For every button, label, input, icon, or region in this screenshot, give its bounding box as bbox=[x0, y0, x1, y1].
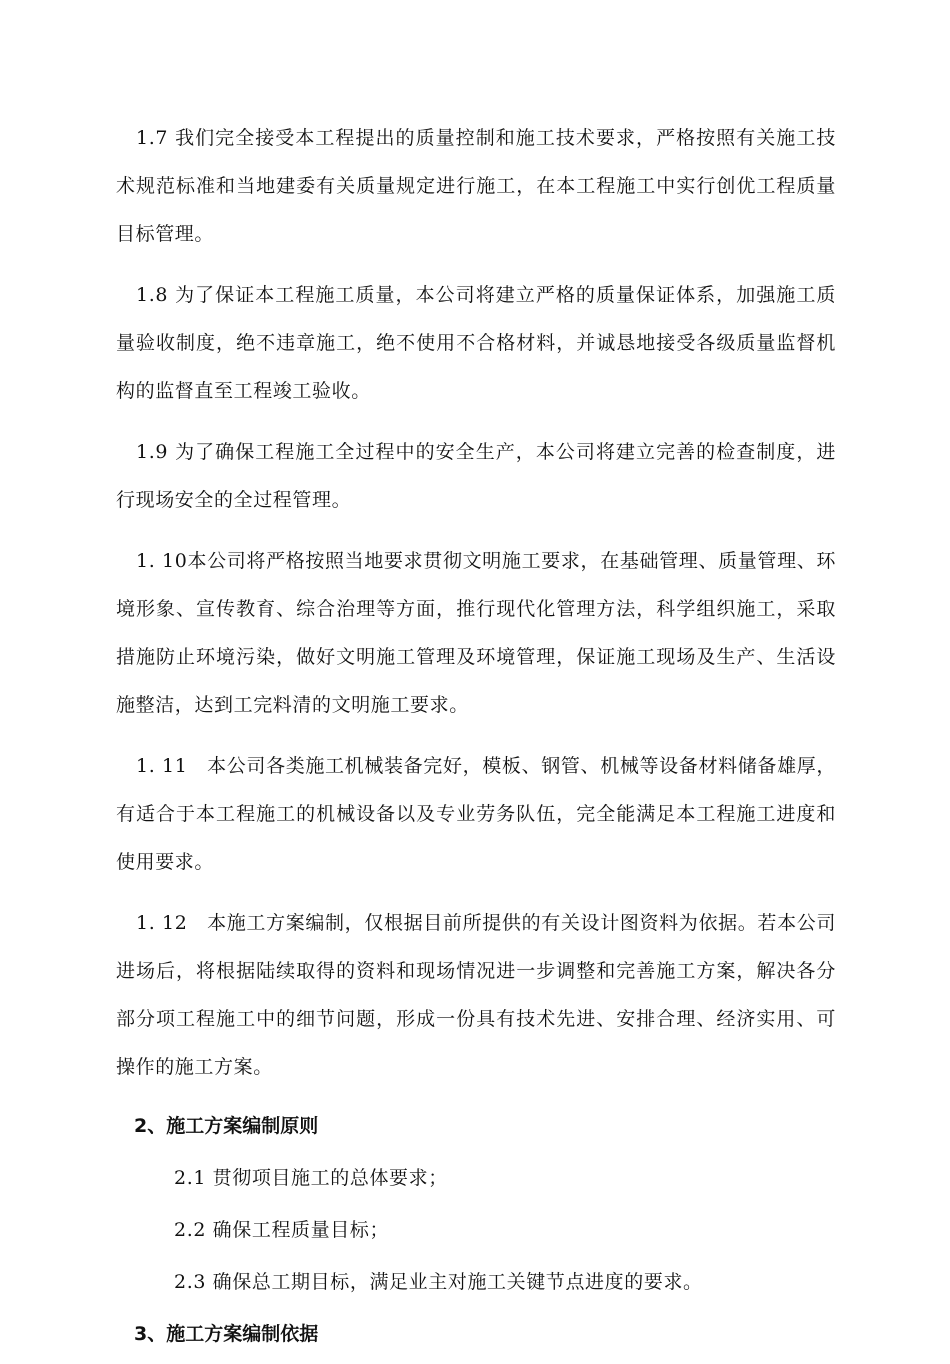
paragraph-1-7: 1.7 我们完全接受本工程提出的质量控制和施工技术要求，严格按照有关施工技术规范标准和当地建委有关质量规定进行施工，在本工程施工中实行创优工程质量目标管理。 bbox=[116, 127, 836, 245]
paragraph-1-9: 1.9 为了确保工程施工全过程中的安全生产，本公司将建立完善的检查制度，进行现场安全的全过程管理。 bbox=[116, 441, 836, 511]
section-2-item-2: 2.2 确保工程质量目标； bbox=[174, 1219, 390, 1241]
paragraph-1-10: 1. 10本公司将严格按照当地要求贯彻文明施工要求，在基础管理、质量管理、环境形象、宣传教育、综合治理等方面，推行现代化管理方法，科学组织施工，采取措施防止环境污染，做好文明施工管理及环境管理，保证施工现场及生产、生活设施整洁，达到工完料清的文明施工要求。 bbox=[116, 550, 836, 716]
paragraph-1-12: 1. 12 本施工方案编制，仅根据目前所提供的有关设计图资料为依据。若本公司进场后，将根据陆续取得的资料和现场情况进一步调整和完善施工方案，解决各分部分项工程施工中的细节问题，形成一份具有技术先进、安排合理、经济实用、可操作的施工方案。 bbox=[116, 912, 836, 1078]
section-2-item-1: 2.1 贯彻项目施工的总体要求； bbox=[174, 1167, 448, 1189]
section-2-item-3: 2.3 确保总工期目标，满足业主对施工关键节点进度的要求。 bbox=[174, 1271, 703, 1293]
section-3-heading: 3、施工方案编制依据 bbox=[134, 1323, 319, 1345]
paragraph-1-11: 1. 11 本公司各类施工机械装备完好，模板、钢管、机械等设备材料储备雄厚，有适合于本工程施工的机械设备以及专业劳务队伍，完全能满足本工程施工进度和使用要求。 bbox=[116, 755, 836, 873]
document-body bbox=[116, 114, 836, 1364]
section-2-heading: 2、施工方案编制原则 bbox=[134, 1115, 319, 1137]
paragraph-1-8: 1.8 为了保证本工程施工质量，本公司将建立严格的质量保证体系，加强施工质量验收制度，绝不违章施工，绝不使用不合格材料，并诚恳地接受各级质量监督机构的监督直至工程竣工验收。 bbox=[116, 284, 836, 402]
